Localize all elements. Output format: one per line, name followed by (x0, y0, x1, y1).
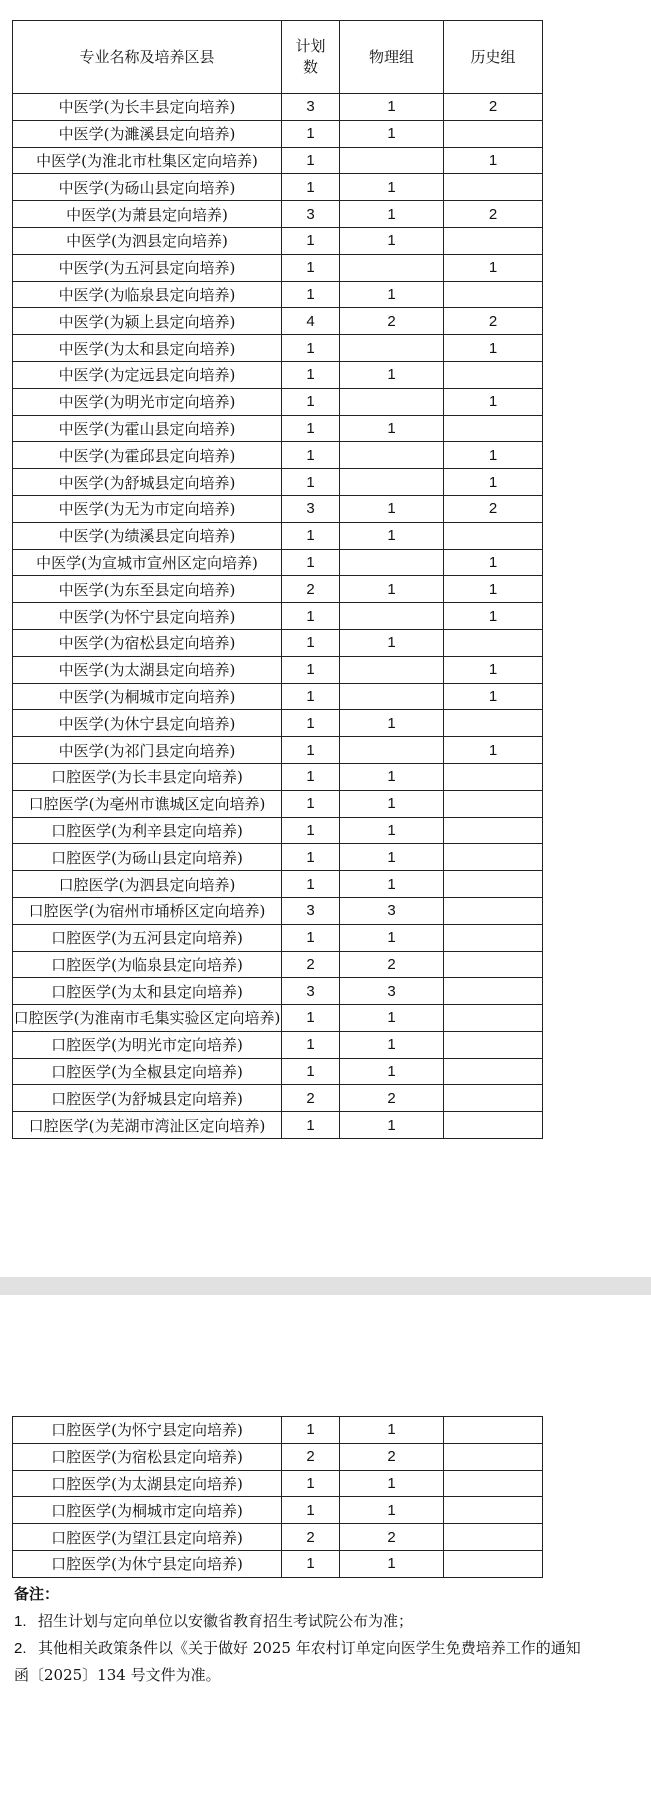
table-row (13, 94, 543, 121)
header-plan-line2: 数 (302, 58, 318, 76)
table-row (13, 1470, 543, 1497)
plan-count-cell: 1 (282, 603, 340, 630)
plan-count-cell: 1 (282, 120, 340, 147)
plan-count-cell: 1 (282, 844, 340, 871)
major-name-cell: 中医学(为太和县定向培养) (13, 335, 282, 362)
table-row (13, 201, 543, 228)
physics-count-cell (340, 603, 444, 630)
major-name-cell: 中医学(为五河县定向培养) (13, 254, 282, 281)
physics-count-cell: 1 (340, 871, 444, 898)
table-row (13, 710, 543, 737)
history-count-cell: 1 (444, 388, 543, 415)
table-row (13, 978, 543, 1005)
major-name-cell: 中医学(为宿松县定向培养) (13, 629, 282, 656)
history-count-cell (444, 1085, 543, 1112)
history-count-cell (444, 1005, 543, 1032)
page-separator (0, 1277, 651, 1295)
plan-count-cell: 1 (282, 549, 340, 576)
major-name-cell: 中医学(为舒城县定向培养) (13, 469, 282, 496)
major-name-cell: 口腔医学(为明光市定向培养) (13, 1031, 282, 1058)
history-count-cell (444, 978, 543, 1005)
history-count-cell (444, 871, 543, 898)
table-header-row (13, 21, 543, 94)
physics-count-cell: 1 (340, 1058, 444, 1085)
major-name-cell: 口腔医学(为五河县定向培养) (13, 924, 282, 951)
major-name-cell: 口腔医学(为怀宁县定向培养) (13, 1417, 282, 1444)
major-name-cell: 中医学(为休宁县定向培养) (13, 710, 282, 737)
history-count-cell (444, 951, 543, 978)
history-count-cell (444, 1417, 543, 1444)
plan-count-cell: 2 (282, 951, 340, 978)
physics-count-cell: 1 (340, 201, 444, 228)
plan-count-cell: 1 (282, 924, 340, 951)
major-name-cell: 口腔医学(为宿州市埇桥区定向培养) (13, 897, 282, 924)
physics-count-cell: 1 (340, 1550, 444, 1577)
physics-count-cell (340, 549, 444, 576)
table-row (13, 790, 543, 817)
table-row (13, 308, 543, 335)
major-name-cell: 中医学(为颍上县定向培养) (13, 308, 282, 335)
major-name-cell: 中医学(为砀山县定向培养) (13, 174, 282, 201)
major-name-cell: 中医学(为东至县定向培养) (13, 576, 282, 603)
physics-count-cell: 2 (340, 308, 444, 335)
plan-count-cell: 1 (282, 1058, 340, 1085)
note-item (14, 1635, 651, 1662)
table-row (13, 495, 543, 522)
physics-count-cell: 1 (340, 629, 444, 656)
physics-count-cell: 2 (340, 1524, 444, 1551)
plan-count-cell: 1 (282, 790, 340, 817)
major-name-cell: 口腔医学(为淮南市毛集实验区定向培养) (13, 1005, 282, 1032)
table-row (13, 1443, 543, 1470)
plan-count-cell: 1 (282, 147, 340, 174)
history-count-cell: 2 (444, 308, 543, 335)
history-count-cell (444, 120, 543, 147)
physics-count-cell: 1 (340, 415, 444, 442)
major-name-cell: 口腔医学(为望江县定向培养) (13, 1524, 282, 1551)
history-count-cell: 1 (444, 683, 543, 710)
table-row (13, 817, 543, 844)
note-number: 2. (14, 1640, 27, 1657)
note-continuation: 函〔2025〕134 号文件为准。 (14, 1666, 221, 1684)
major-name-cell: 口腔医学(为休宁县定向培养) (13, 1550, 282, 1577)
major-name-cell: 口腔医学(为亳州市谯城区定向培养) (13, 790, 282, 817)
plan-count-cell: 2 (282, 576, 340, 603)
table-row (13, 549, 543, 576)
history-count-cell (444, 1470, 543, 1497)
history-count-cell (444, 281, 543, 308)
plan-count-cell: 1 (282, 629, 340, 656)
history-count-cell (444, 522, 543, 549)
table-row (13, 120, 543, 147)
history-count-cell (444, 1058, 543, 1085)
history-count-cell (444, 924, 543, 951)
major-name-cell: 中医学(为泗县定向培养) (13, 227, 282, 254)
major-name-cell: 中医学(为明光市定向培养) (13, 388, 282, 415)
plan-count-cell: 2 (282, 1085, 340, 1112)
header-physics-group: 物理组 (340, 21, 444, 94)
table-row (13, 1497, 543, 1524)
history-count-cell: 1 (444, 656, 543, 683)
table-row (13, 924, 543, 951)
table-row (13, 361, 543, 388)
table-row (13, 442, 543, 469)
physics-count-cell: 1 (340, 227, 444, 254)
major-name-cell: 中医学(为太湖县定向培养) (13, 656, 282, 683)
table-row (13, 227, 543, 254)
physics-count-cell (340, 683, 444, 710)
history-count-cell: 1 (444, 576, 543, 603)
table-row (13, 469, 543, 496)
history-count-cell (444, 1524, 543, 1551)
history-count-cell (444, 844, 543, 871)
enrollment-plan-table-continued (12, 1416, 543, 1578)
history-count-cell (444, 629, 543, 656)
header-major-name: 专业名称及培养区县 (13, 21, 282, 94)
major-name-cell: 口腔医学(为利辛县定向培养) (13, 817, 282, 844)
plan-count-cell: 1 (282, 817, 340, 844)
physics-count-cell: 1 (340, 120, 444, 147)
plan-count-cell: 1 (282, 1417, 340, 1444)
header-plan-count (282, 21, 340, 94)
physics-count-cell: 1 (340, 281, 444, 308)
table-row (13, 335, 543, 362)
table-body-page1 (13, 94, 543, 1139)
note-number: 1. (14, 1613, 27, 1630)
plan-count-cell: 1 (282, 442, 340, 469)
major-name-cell: 中医学(为宣城市宣州区定向培养) (13, 549, 282, 576)
plan-count-cell: 1 (282, 1497, 340, 1524)
physics-count-cell: 2 (340, 1443, 444, 1470)
physics-count-cell: 1 (340, 576, 444, 603)
history-count-cell (444, 1550, 543, 1577)
physics-count-cell: 1 (340, 361, 444, 388)
table-row (13, 1085, 543, 1112)
plan-count-cell: 1 (282, 361, 340, 388)
plan-count-cell: 1 (282, 737, 340, 764)
table-row (13, 1005, 543, 1032)
physics-count-cell: 3 (340, 897, 444, 924)
physics-count-cell: 3 (340, 978, 444, 1005)
history-count-cell (444, 897, 543, 924)
history-count-cell: 1 (444, 549, 543, 576)
plan-count-cell: 1 (282, 1005, 340, 1032)
plan-count-cell: 2 (282, 1524, 340, 1551)
physics-count-cell: 1 (340, 522, 444, 549)
major-name-cell: 中医学(为无为市定向培养) (13, 495, 282, 522)
plan-count-cell: 1 (282, 710, 340, 737)
plan-count-cell: 1 (282, 1470, 340, 1497)
physics-count-cell (340, 442, 444, 469)
table-row (13, 1550, 543, 1577)
plan-count-cell: 1 (282, 1031, 340, 1058)
table-row (13, 737, 543, 764)
physics-count-cell: 1 (340, 1497, 444, 1524)
major-name-cell: 中医学(为濉溪县定向培养) (13, 120, 282, 147)
table-row (13, 656, 543, 683)
major-name-cell: 口腔医学(为太湖县定向培养) (13, 1470, 282, 1497)
plan-count-cell: 1 (282, 1550, 340, 1577)
note-text: 其他相关政策条件以《关于做好 2025 年农村订单定向医学生免费培养工作的通知 (38, 1639, 581, 1657)
history-count-cell: 1 (444, 335, 543, 362)
physics-count-cell (340, 254, 444, 281)
major-name-cell: 中医学(为定远县定向培养) (13, 361, 282, 388)
physics-count-cell (340, 737, 444, 764)
plan-count-cell: 1 (282, 656, 340, 683)
table-body-page2 (13, 1417, 543, 1578)
history-count-cell (444, 227, 543, 254)
table-row (13, 415, 543, 442)
history-count-cell (444, 174, 543, 201)
physics-count-cell: 2 (340, 951, 444, 978)
major-name-cell: 口腔医学(为长丰县定向培养) (13, 763, 282, 790)
plan-count-cell: 1 (282, 1112, 340, 1139)
history-count-cell: 2 (444, 94, 543, 121)
table-row (13, 951, 543, 978)
major-name-cell: 中医学(为怀宁县定向培养) (13, 603, 282, 630)
history-count-cell (444, 790, 543, 817)
enrollment-plan-table (12, 20, 543, 1139)
table-row (13, 763, 543, 790)
table-row (13, 147, 543, 174)
major-name-cell: 口腔医学(为宿松县定向培养) (13, 1443, 282, 1470)
physics-count-cell: 1 (340, 790, 444, 817)
header-plan-line1: 计划 (295, 37, 326, 55)
physics-count-cell: 1 (340, 495, 444, 522)
notes-section (14, 1581, 651, 1689)
physics-count-cell: 1 (340, 1112, 444, 1139)
note-item (14, 1608, 651, 1635)
header-history-group: 历史组 (444, 21, 543, 94)
history-count-cell: 1 (444, 442, 543, 469)
major-name-cell: 中医学(为萧县定向培养) (13, 201, 282, 228)
table-row (13, 1112, 543, 1139)
history-count-cell (444, 415, 543, 442)
plan-count-cell: 1 (282, 254, 340, 281)
plan-count-cell: 1 (282, 335, 340, 362)
physics-count-cell: 1 (340, 94, 444, 121)
plan-count-cell: 3 (282, 495, 340, 522)
plan-count-cell: 1 (282, 469, 340, 496)
plan-count-cell: 1 (282, 763, 340, 790)
major-name-cell: 口腔医学(为芜湖市湾沚区定向培养) (13, 1112, 282, 1139)
table-row (13, 629, 543, 656)
plan-count-cell: 1 (282, 871, 340, 898)
major-name-cell: 中医学(为霍邱县定向培养) (13, 442, 282, 469)
note-text: 招生计划与定向单位以安徽省教育招生考试院公布为准； (38, 1612, 414, 1630)
history-count-cell (444, 361, 543, 388)
plan-count-cell: 3 (282, 94, 340, 121)
physics-count-cell: 1 (340, 174, 444, 201)
physics-count-cell: 1 (340, 1417, 444, 1444)
history-count-cell (444, 1497, 543, 1524)
physics-count-cell: 1 (340, 763, 444, 790)
table-row (13, 576, 543, 603)
plan-count-cell: 1 (282, 683, 340, 710)
physics-count-cell (340, 656, 444, 683)
history-count-cell (444, 1443, 543, 1470)
table-row (13, 871, 543, 898)
table-row (13, 281, 543, 308)
plan-count-cell: 3 (282, 897, 340, 924)
major-name-cell: 中医学(为霍山县定向培养) (13, 415, 282, 442)
physics-count-cell: 1 (340, 844, 444, 871)
table-row (13, 388, 543, 415)
history-count-cell: 2 (444, 495, 543, 522)
physics-count-cell: 2 (340, 1085, 444, 1112)
notes-title: 备注： (14, 1585, 60, 1603)
table-row (13, 1031, 543, 1058)
physics-count-cell: 1 (340, 817, 444, 844)
table-row (13, 603, 543, 630)
physics-count-cell: 1 (340, 1005, 444, 1032)
plan-count-cell: 1 (282, 281, 340, 308)
history-count-cell: 1 (444, 254, 543, 281)
physics-count-cell (340, 335, 444, 362)
plan-count-cell: 1 (282, 227, 340, 254)
physics-count-cell: 1 (340, 924, 444, 951)
major-name-cell: 口腔医学(为泗县定向培养) (13, 871, 282, 898)
table-row (13, 1058, 543, 1085)
major-name-cell: 中医学(为祁门县定向培养) (13, 737, 282, 764)
history-count-cell: 1 (444, 737, 543, 764)
physics-count-cell (340, 147, 444, 174)
physics-count-cell (340, 388, 444, 415)
table-row (13, 1524, 543, 1551)
plan-count-cell: 1 (282, 174, 340, 201)
history-count-cell (444, 710, 543, 737)
table-row (13, 174, 543, 201)
physics-count-cell: 1 (340, 1470, 444, 1497)
history-count-cell: 1 (444, 603, 543, 630)
table-row (13, 897, 543, 924)
plan-count-cell: 3 (282, 201, 340, 228)
major-name-cell: 中医学(为长丰县定向培养) (13, 94, 282, 121)
physics-count-cell: 1 (340, 710, 444, 737)
history-count-cell (444, 1112, 543, 1139)
major-name-cell: 中医学(为绩溪县定向培养) (13, 522, 282, 549)
plan-count-cell: 1 (282, 388, 340, 415)
history-count-cell: 1 (444, 147, 543, 174)
plan-count-cell: 1 (282, 415, 340, 442)
major-name-cell: 中医学(为临泉县定向培养) (13, 281, 282, 308)
major-name-cell: 中医学(为淮北市杜集区定向培养) (13, 147, 282, 174)
table-row (13, 1417, 543, 1444)
major-name-cell: 口腔医学(为桐城市定向培养) (13, 1497, 282, 1524)
major-name-cell: 中医学(为桐城市定向培养) (13, 683, 282, 710)
history-count-cell (444, 1031, 543, 1058)
table-row (13, 254, 543, 281)
major-name-cell: 口腔医学(为舒城县定向培养) (13, 1085, 282, 1112)
table-row (13, 844, 543, 871)
physics-count-cell (340, 469, 444, 496)
plan-count-cell: 3 (282, 978, 340, 1005)
major-name-cell: 口腔医学(为砀山县定向培养) (13, 844, 282, 871)
table-row (13, 522, 543, 549)
plan-count-cell: 1 (282, 522, 340, 549)
history-count-cell: 2 (444, 201, 543, 228)
history-count-cell (444, 763, 543, 790)
plan-count-cell: 4 (282, 308, 340, 335)
history-count-cell: 1 (444, 469, 543, 496)
physics-count-cell: 1 (340, 1031, 444, 1058)
major-name-cell: 口腔医学(为临泉县定向培养) (13, 951, 282, 978)
table-row (13, 683, 543, 710)
history-count-cell (444, 817, 543, 844)
plan-count-cell: 2 (282, 1443, 340, 1470)
major-name-cell: 口腔医学(为太和县定向培养) (13, 978, 282, 1005)
major-name-cell: 口腔医学(为全椒县定向培养) (13, 1058, 282, 1085)
